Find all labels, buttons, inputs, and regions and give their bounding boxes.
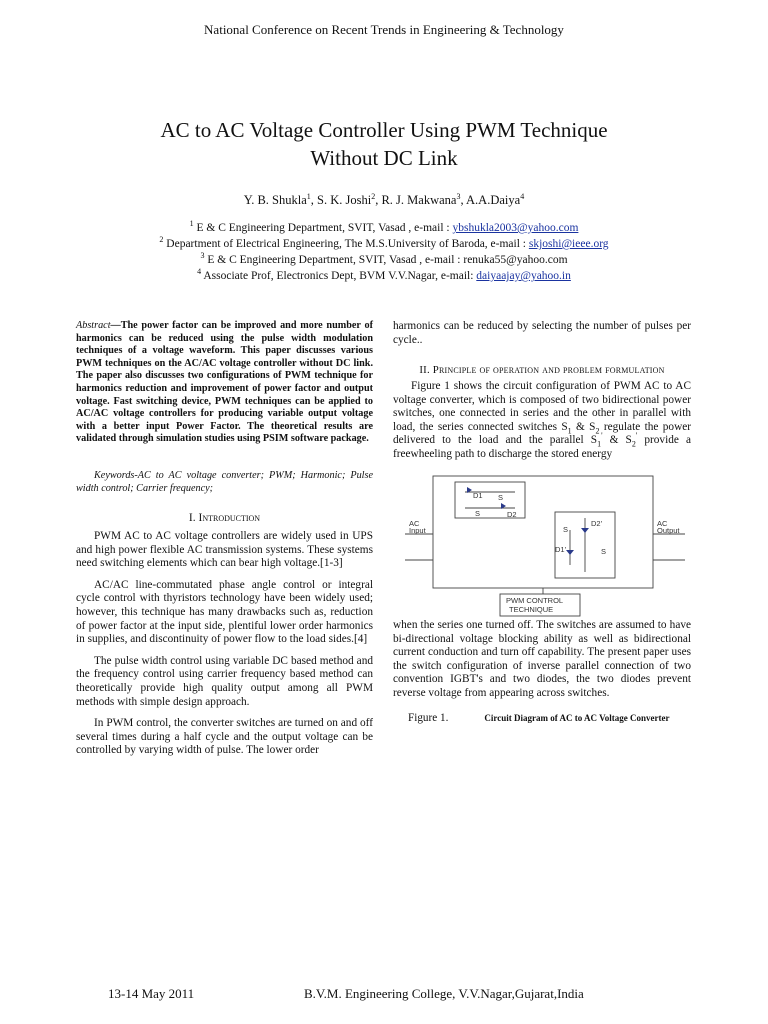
conference-header: National Conference on Recent Trends in Engineering & Technology: [204, 22, 564, 37]
author-sup: 1: [306, 191, 311, 201]
introduction-body: [76, 530, 373, 766]
footer-date: 13-14 May 2011: [108, 986, 195, 1001]
author-name: Y. B. Shukla: [243, 193, 307, 207]
affiliation-sup: 1: [189, 219, 194, 229]
section-heading-principle: II. Principle of operation and problem formulation: [419, 364, 665, 376]
affiliation-2: [0, 236, 768, 252]
s1p-label: S: [563, 525, 569, 534]
s1-label: S: [475, 509, 481, 518]
figure-caption: [408, 712, 698, 724]
affiliation-text: Associate Prof, Electronics Dept, BVM V.V.Nagar, e-mail:: [203, 270, 477, 282]
paragraph: PWM AC to AC voltage controllers are widely used in UPS and high power flexible AC transmission systems. These systems need switching elements which can bear high voltage.[1-3]: [76, 530, 373, 570]
d2p-label: D2': [591, 519, 603, 528]
d1-label: D1: [473, 491, 483, 500]
paragraph: The pulse width control using variable DC based method and the frequency control using carrier frequency based method can theoretically provide high quality output among all PWM methods with simple design approach.: [76, 654, 373, 708]
keywords: Keywords-AC to AC voltage converter; PWM; Harmonic; Pulse width control; Carrier frequency;: [76, 470, 373, 494]
section-heading-introduction: I. Introduction: [188, 512, 261, 524]
author-sup: 2: [371, 191, 376, 201]
author-sup: 3: [456, 191, 461, 201]
diode-d2p-icon: [581, 528, 589, 533]
principle-body-continued: [393, 619, 691, 709]
d1p-label: D1': [555, 545, 567, 554]
right-column-top: [393, 320, 691, 355]
abstract-text: —The power factor can be improved and more number of harmonics can be reduced using the pulse width modulation techniques of a voltage waveform. This paper discusses various PWM techniques on the AC/AC voltage controller without DC link. The paper also discusses two configurations of PWM technique for harmonics reduction and improvement of power factor and output voltage. Fast switching device, PWM techniques can be applied to AC/AC voltage controllers for producing variable output voltage with a better input Power Factor. The theoretical results are validated through simulation studies using PSIM software package.: [76, 320, 373, 445]
affiliation-text: E & C Engineering Department, SVIT, Vasad , e-mail :: [196, 222, 453, 234]
affiliation-sup: 2: [159, 235, 164, 245]
diode-marks: [467, 487, 589, 555]
email-link[interactable]: ybshukla2003@yahoo.com: [452, 222, 579, 234]
circuit-frame: [433, 476, 653, 588]
footer-venue: B.V.M. Engineering College, V.V.Nagar,Gujarat,India: [304, 986, 584, 1001]
figure-title: Circuit Diagram of AC to AC Voltage Converter: [484, 713, 670, 723]
author-sup: 4: [520, 191, 525, 201]
paragraph: harmonics can be reduced by selecting the number of pulses per cycle..: [393, 320, 691, 346]
author-name: A.A.Daiya: [466, 193, 521, 207]
s2-label: S: [498, 493, 504, 502]
figure-label: Figure 1.: [408, 712, 449, 724]
author-list: Y. B. Shukla$^1$, S. K. Joshi$^2$, R. J. Makwana$^3$, A.A.Daiya$^4$: [243, 191, 525, 207]
abstract: [76, 320, 373, 446]
affiliation-4: [0, 268, 768, 284]
d2-label: D2: [507, 510, 517, 519]
pwm-control-label-1: PWM CONTROL: [506, 596, 564, 605]
email-link[interactable]: skjoshi@ieee.org: [528, 238, 609, 250]
ac-output-label-1: AC: [657, 519, 668, 528]
title-line-2: Without DC Link: [310, 146, 458, 170]
ac-output-label-2: Output: [657, 526, 680, 535]
title-line-1: AC to AC Voltage Controller Using PWM Technique: [160, 118, 608, 142]
author-name: R. J. Makwana: [381, 193, 457, 207]
pwm-control-label-2: TECHNIQUE: [509, 605, 554, 614]
affiliation-3: [0, 252, 768, 268]
affiliation-text: Department of Electrical Engineering, The M.S.University of Baroda, e-mail :: [166, 238, 529, 250]
diode-d1p-icon: [566, 550, 574, 555]
affiliation-sup: 4: [197, 267, 202, 277]
circuit-diagram: [405, 470, 685, 620]
principle-body: [393, 380, 691, 470]
paper-title: [60, 116, 708, 172]
paragraph: when the series one turned off. The switches are assumed to have bi-directional voltage blocking ability as well as bidirectional current conduction and turn off capability. The present paper uses the switch configuration of inverse parallel connection of two convention IGBT's and two diodes, the two diodes prevent reverse voltage from appearing across switches.: [393, 619, 691, 699]
affiliation-1: [0, 220, 768, 236]
abstract-lead: Abstract: [76, 320, 111, 331]
ac-input-label-1: AC: [409, 519, 420, 528]
paragraph: AC/AC line-commutated phase angle control or integral cycle control with thyristors technology have been widely used; however, this technique has many drawbacks such as, reduction of power factor at the input side, plentiful lower order harmonics in supplies, and discontinuity of power flow to the load sides.[4]: [76, 578, 373, 646]
affiliation-text: E & C Engineering Department, SVIT, Vasad , e-mail : renuka55@yahoo.com: [207, 254, 568, 266]
paragraph: Figure 1 shows the circuit configuration of PWM AC to AC voltage converter, which is composed of two bidirectional power switches, one connected in series and the other in parallel with load, the series connected switches $S_1$ & $S_2$ regulate the power delivered to the load and the parallel $S_1'$ & $S_2'$ provide a freewheeling path to discharge the stored energy: [393, 380, 691, 460]
ac-input-label-2: Input: [409, 526, 426, 535]
affiliation-sup: 3: [200, 251, 205, 261]
email-link[interactable]: daiyaajay@yahoo.in: [476, 270, 571, 282]
author-name: S. K. Joshi: [317, 193, 372, 207]
s2p-label: S: [601, 547, 607, 556]
paragraph: In PWM control, the converter switches are turned on and off several times during a half cycle and the output voltage can be controlled by varying width of pulse. The lower order: [76, 717, 373, 757]
affiliations: [0, 220, 768, 284]
